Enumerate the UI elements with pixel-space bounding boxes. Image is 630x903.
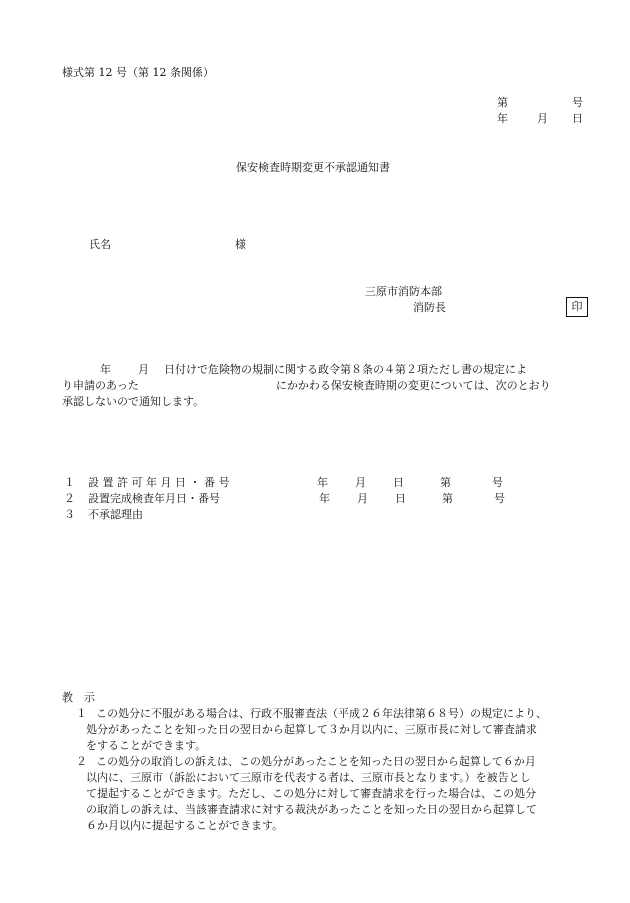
body-line2b: にかかわる保安検査時期の変更については、次のとおり (275, 379, 551, 392)
item-dai: 第 (442, 492, 453, 505)
number-dai: 第 (497, 96, 508, 109)
item-go: 号 (492, 476, 503, 489)
item-row-2 (62, 490, 532, 504)
item-day: 日 (393, 476, 404, 489)
seal-box: 印 (566, 297, 588, 317)
notice-section (62, 690, 582, 834)
notice-2-line3: て提起することができます。ただし、この処分に対して審査請求を行った場合は、この処分 (86, 787, 537, 800)
body-line2a: り申請のあった (62, 379, 139, 392)
date-day: 日 (572, 112, 583, 125)
notice-2-line4: の取消しの訴えは、当該審査請求に対する裁決があったことを知った日の翌日から起算して (86, 803, 537, 816)
item-day: 日 (395, 492, 406, 505)
body-line1: 日付けで危険物の規制に関する政令第８条の４第２項ただし書の規定によ (164, 363, 527, 376)
item-label: 設置完成検査年月日・番号 (88, 492, 220, 505)
notice-1-line3: をすることができます。 (86, 739, 207, 752)
item-label: 設 置 許 可 年 月 日 ・ 番 号 (88, 476, 230, 489)
body-year: 年 (100, 363, 111, 376)
notice-1-num: １ (76, 707, 87, 720)
notice-2-num: ２ (76, 755, 87, 768)
notice-heading: 教 示 (62, 691, 95, 704)
item-row-3 (62, 506, 532, 520)
item-num: １ (64, 476, 75, 489)
issuer-position: 消防長 (413, 301, 446, 314)
item-year: 年 (317, 476, 328, 489)
item-num: ２ (64, 492, 75, 505)
item-label: 不承認理由 (88, 508, 143, 521)
notice-1-line2: 処分があったことを知った日の翌日から起算して３か月以内に、三原市長に対して審査請求 (86, 723, 537, 736)
notice-2-line1: この処分の取消しの訴えは、この処分があったことを知った日の翌日から起算して６か月 (96, 755, 536, 768)
item-dai: 第 (440, 476, 451, 489)
recipient-honorific: 様 (235, 238, 246, 251)
item-row-1 (62, 474, 532, 488)
item-year: 年 (319, 492, 330, 505)
form-number: 様式第 12 号（第 12 条関係） (62, 66, 214, 79)
recipient-name-label: 氏名 (89, 238, 111, 251)
issuer-org: 三原市消防本部 (365, 285, 442, 298)
body-paragraph (62, 362, 582, 410)
item-month: 月 (355, 476, 366, 489)
item-num: ３ (64, 508, 75, 521)
item-month: 月 (357, 492, 368, 505)
number-go: 号 (572, 96, 583, 109)
body-month: 月 (138, 363, 149, 376)
date-year: 年 (497, 112, 508, 125)
notice-2-line5: ６か月以内に提起することができます。 (86, 819, 284, 832)
body-line3: 承認しないので通知します。 (62, 395, 205, 408)
notice-2-line2: 以内に、三原市（訴訟において三原市を代表する者は、三原市長となります。）を被告とし (86, 771, 531, 784)
date-month: 月 (537, 112, 548, 125)
page-title: 保安検査時期変更不承認通知書 (236, 161, 390, 174)
notice-1-line1: この処分に不服がある場合は、行政不服審査法（平成２６年法律第６８号）の規定により、 (96, 707, 547, 720)
item-go: 号 (494, 492, 505, 505)
